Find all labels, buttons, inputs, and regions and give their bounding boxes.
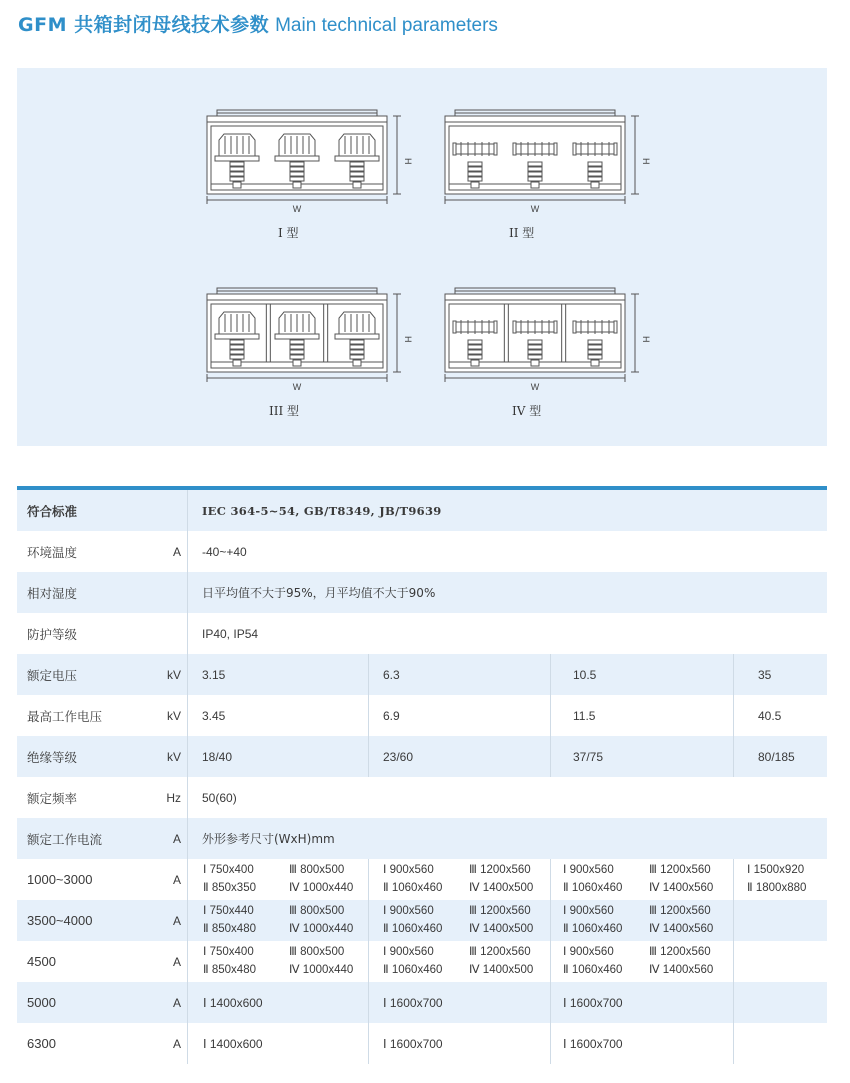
insulator-foot (471, 182, 479, 188)
table-row (17, 613, 827, 654)
table-row (17, 818, 827, 859)
insulator-foot (591, 182, 599, 188)
title-english: Main technical parameters (275, 15, 498, 36)
insulator-disc (588, 345, 602, 349)
row-label: 额定电压 (27, 667, 78, 683)
voltage-value: 35 (758, 667, 772, 682)
insulator-foot (233, 360, 241, 366)
standard-value: IEC 364-5~54, GB/T8349, JB/T9639 (202, 503, 442, 518)
dimension-value: Ⅲ 1200x560 (649, 905, 711, 917)
table-row (17, 572, 827, 613)
conductor-end (453, 143, 456, 155)
dimension-value: Ⅳ 1000x440 (289, 882, 354, 894)
insulation-value: 18/40 (202, 749, 233, 764)
phase-divider (266, 304, 270, 362)
insulator-disc (468, 172, 482, 176)
insulator-disc (350, 345, 364, 349)
insulator-disc (350, 172, 364, 176)
insulator-disc (230, 177, 244, 181)
humidity-value: 日平均值不大于95%，月平均值不大于90% (202, 586, 436, 600)
type-ii-caption: II 型 (509, 226, 535, 240)
dimension-value: Ⅱ 850x480 (203, 964, 256, 976)
insulator-disc (350, 177, 364, 181)
insulator-disc (230, 340, 244, 344)
width-dimension-label: W (530, 204, 540, 214)
type-i-caption: I 型 (278, 226, 299, 240)
insulator-disc (468, 167, 482, 171)
dimension-value: Ⅱ 1060x460 (563, 923, 623, 935)
insulator-disc (528, 162, 542, 166)
dimension-value: Ⅰ 900x560 (563, 905, 614, 917)
row-unit: kV (166, 749, 181, 764)
row-label: 额定频率 (27, 790, 78, 806)
dimension-value: Ⅰ 1600x700 (383, 1036, 443, 1051)
insulator-disc (528, 340, 542, 344)
insulator-disc (468, 177, 482, 181)
height-dimension-label: H (641, 158, 651, 165)
conductor-end (554, 143, 557, 155)
conductor-base (335, 334, 379, 339)
row-label: 最高工作电压 (27, 708, 103, 724)
dimension-value: Ⅳ 1400x500 (469, 923, 534, 935)
insulator-disc (230, 350, 244, 354)
dimension-value: Ⅰ 1600x700 (383, 995, 443, 1010)
insulator-disc (290, 350, 304, 354)
max-voltage-value: 11.5 (573, 708, 596, 723)
insulator-disc (230, 172, 244, 176)
insulator-disc (588, 162, 602, 166)
row-unit: kV (166, 708, 181, 723)
insulator-foot (471, 360, 479, 366)
table-row (17, 695, 827, 736)
insulator-disc (528, 167, 542, 171)
dimension-value: Ⅰ 900x560 (563, 946, 614, 958)
insulator-disc (528, 172, 542, 176)
insulator-disc (528, 345, 542, 349)
dimension-value: Ⅲ 800x500 (289, 864, 345, 876)
dimension-value: Ⅲ 800x500 (289, 905, 345, 917)
type-iii-diagram (177, 280, 413, 392)
dimension-value: Ⅱ 1060x460 (383, 923, 443, 935)
insulator-disc (528, 350, 542, 354)
insulator-disc (588, 167, 602, 171)
insulator-disc (230, 345, 244, 349)
dimension-value: Ⅱ 1060x460 (383, 964, 443, 976)
conductor-end (513, 321, 516, 333)
insulator-disc (468, 345, 482, 349)
top-flange (207, 294, 387, 300)
phase-divider (324, 304, 328, 362)
conductor-base (215, 334, 259, 339)
conductor-end (614, 143, 617, 155)
dimension-value: Ⅰ 750x400 (203, 864, 254, 876)
insulator-disc (290, 177, 304, 181)
dimension-value: Ⅱ 1060x460 (563, 882, 623, 894)
ambient-temp-value: -40~+40 (202, 544, 247, 559)
width-dimension-label: W (292, 382, 302, 392)
dimension-value: Ⅰ 900x560 (563, 864, 614, 876)
insulator-disc (468, 162, 482, 166)
row-unit: kV (166, 667, 181, 682)
insulator-disc (290, 162, 304, 166)
insulator-foot (293, 360, 301, 366)
row-unit: A (172, 544, 181, 559)
conductor-base (215, 156, 259, 161)
conductor-end (614, 321, 617, 333)
row-unit: A (172, 913, 181, 928)
dimension-value: Ⅰ 1600x700 (563, 995, 623, 1010)
dimension-value: Ⅳ 1400x560 (649, 923, 714, 935)
table-row (17, 900, 827, 941)
dimension-value: Ⅰ 1500x920 (747, 864, 805, 876)
insulator-disc (230, 355, 244, 359)
max-voltage-value: 40.5 (758, 708, 782, 723)
insulator-disc (350, 350, 364, 354)
top-flange (207, 116, 387, 122)
insulator-disc (588, 340, 602, 344)
insulator-foot (233, 182, 241, 188)
insulator-disc (350, 162, 364, 166)
phase-divider (562, 304, 566, 362)
page-title (18, 10, 498, 38)
phase-divider (504, 304, 508, 362)
row-label: 3500~4000 (27, 913, 93, 928)
row-label: 符合标准 (27, 503, 78, 519)
row-label: 环境温度 (27, 544, 78, 560)
insulator-disc (588, 172, 602, 176)
dimension-value: Ⅳ 1000x440 (289, 923, 354, 935)
voltage-value: 6.3 (383, 667, 400, 682)
protection-value: IP40, IP54 (202, 626, 259, 641)
table-row (17, 654, 827, 695)
dimension-value: Ⅲ 1200x560 (469, 864, 531, 876)
insulator-disc (468, 350, 482, 354)
insulator-disc (290, 355, 304, 359)
dimension-value: Ⅰ 900x560 (383, 905, 434, 917)
dimension-value: Ⅰ 900x560 (383, 864, 434, 876)
row-unit: A (172, 954, 181, 969)
table-row (17, 490, 827, 531)
voltage-value: 10.5 (573, 667, 597, 682)
dimension-value: Ⅲ 800x500 (289, 946, 345, 958)
dimension-value: Ⅰ 1400x600 (203, 995, 263, 1010)
conductor-base (275, 334, 319, 339)
dimension-value: Ⅱ 1060x460 (383, 882, 443, 894)
row-label: 1000~3000 (27, 872, 93, 887)
conductor-base (275, 156, 319, 161)
row-unit: A (172, 1036, 181, 1051)
insulation-value: 23/60 (383, 749, 414, 764)
type-iv-diagram (415, 280, 651, 392)
dimension-value: Ⅱ 1800x880 (747, 882, 807, 894)
insulation-value: 80/185 (758, 749, 795, 764)
max-voltage-value: 6.9 (383, 708, 400, 723)
dimension-value: Ⅰ 900x560 (383, 946, 434, 958)
spec-table (17, 486, 827, 1064)
dimension-value: Ⅳ 1400x560 (649, 964, 714, 976)
table-row (17, 531, 827, 572)
dimension-value: Ⅲ 1200x560 (469, 905, 531, 917)
voltage-value: 3.15 (202, 667, 226, 682)
table-row (17, 777, 827, 818)
insulation-value: 37/75 (573, 749, 604, 764)
insulator-disc (588, 350, 602, 354)
type-ii-diagram (415, 102, 651, 214)
height-dimension-label: H (641, 336, 651, 343)
conductor-base (335, 156, 379, 161)
row-unit: A (172, 872, 181, 887)
dimension-value: Ⅲ 1200x560 (649, 946, 711, 958)
insulator-disc (350, 340, 364, 344)
conductor-end (573, 321, 576, 333)
dimension-value: Ⅲ 1200x560 (649, 864, 711, 876)
diagram-panel (17, 68, 827, 446)
type-iv-caption: IV 型 (512, 404, 542, 418)
row-label: 防护等级 (27, 626, 78, 642)
dimension-value: Ⅳ 1000x440 (289, 964, 354, 976)
frequency-value: 50(60) (202, 790, 237, 805)
insulator-disc (468, 355, 482, 359)
conductor-end (573, 143, 576, 155)
max-voltage-value: 3.45 (202, 708, 226, 723)
dimension-value: Ⅰ 1400x600 (203, 1036, 263, 1051)
insulator-disc (528, 177, 542, 181)
top-flange (445, 294, 625, 300)
conductor-end (494, 321, 497, 333)
height-dimension-label: H (403, 158, 413, 165)
insulator-disc (350, 167, 364, 171)
dimension-value: Ⅲ 1200x560 (469, 946, 531, 958)
row-label: 5000 (27, 995, 56, 1010)
row-label: 4500 (27, 954, 56, 969)
dimension-value: Ⅱ 850x480 (203, 923, 256, 935)
table-row (17, 1023, 827, 1064)
row-label: 额定工作电流 (27, 831, 103, 847)
row-label: 6300 (27, 1036, 56, 1051)
dimension-value: Ⅰ 1600x700 (563, 1036, 623, 1051)
insulator-disc (290, 172, 304, 176)
insulator-foot (293, 182, 301, 188)
conductor-end (554, 321, 557, 333)
table-row (17, 859, 827, 900)
insulator-disc (230, 162, 244, 166)
type-iii-caption: III 型 (269, 404, 300, 418)
dimension-value: Ⅰ 750x400 (203, 946, 254, 958)
insulator-foot (353, 360, 361, 366)
width-dimension-label: W (292, 204, 302, 214)
insulator-disc (230, 167, 244, 171)
insulator-disc (290, 340, 304, 344)
row-label: 绝缘等级 (27, 749, 78, 765)
insulator-disc (468, 340, 482, 344)
row-unit: Hz (166, 790, 181, 805)
height-dimension-label: H (403, 336, 413, 343)
table-row (17, 736, 827, 777)
type-i-diagram (177, 102, 413, 214)
rated-current-value: 外形参考尺寸(WxH)mm (202, 832, 335, 846)
dimension-value: Ⅱ 850x350 (203, 882, 256, 894)
table-row (17, 982, 827, 1023)
dimension-value: Ⅳ 1400x500 (469, 964, 534, 976)
dimension-value: Ⅳ 1400x560 (649, 882, 714, 894)
insulator-disc (350, 355, 364, 359)
row-unit: A (172, 995, 181, 1010)
insulator-disc (290, 167, 304, 171)
conductor-end (513, 143, 516, 155)
insulator-foot (531, 360, 539, 366)
title-chinese: GFM 共箱封闭母线技术参数 (18, 14, 270, 36)
insulator-disc (528, 355, 542, 359)
conductor-end (453, 321, 456, 333)
dimension-value: Ⅰ 750x440 (203, 905, 254, 917)
row-label: 相对湿度 (27, 585, 78, 601)
dimension-value: Ⅱ 1060x460 (563, 964, 623, 976)
insulator-foot (531, 182, 539, 188)
insulator-foot (591, 360, 599, 366)
top-flange (445, 116, 625, 122)
conductor-end (494, 143, 497, 155)
insulator-disc (588, 355, 602, 359)
insulator-disc (290, 345, 304, 349)
insulator-disc (588, 177, 602, 181)
width-dimension-label: W (530, 382, 540, 392)
insulator-foot (353, 182, 361, 188)
table-row (17, 941, 827, 982)
dimension-value: Ⅳ 1400x500 (469, 882, 534, 894)
row-unit: A (172, 831, 181, 846)
